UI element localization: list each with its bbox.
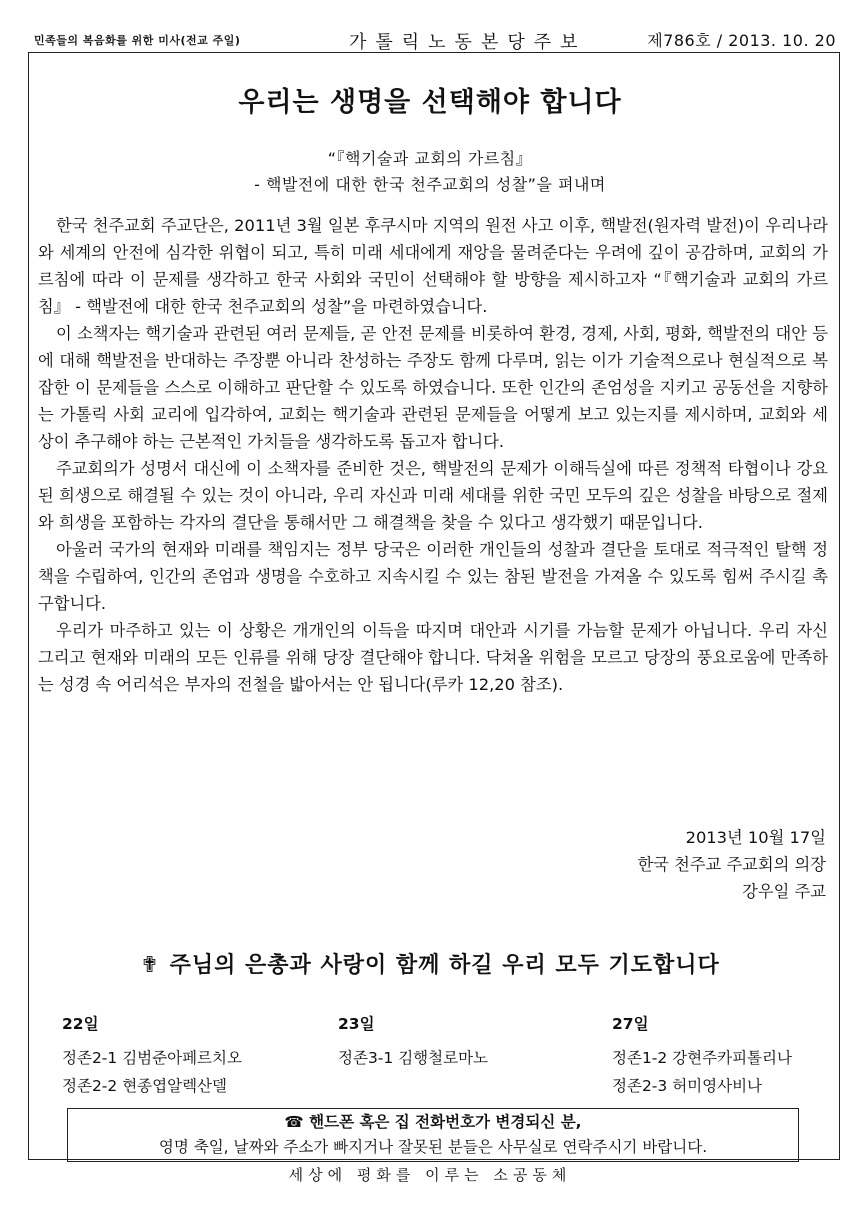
notice-line1 bbox=[68, 1110, 798, 1135]
prayer-entry: 정존2-3 허미영사비나 bbox=[612, 1077, 763, 1095]
prayer-day: 27일 bbox=[612, 1015, 649, 1033]
prayer-column bbox=[338, 1012, 488, 1072]
statement-date: 2013년 10월 17일 bbox=[685, 828, 826, 847]
prayer-entry: 정존3-1 김행철로마노 bbox=[338, 1049, 489, 1067]
prayer-entry: 정존2-1 김범준아페르치오 bbox=[62, 1049, 242, 1067]
phone-icon: ☎ bbox=[284, 1113, 304, 1131]
paragraph: 아울러 국가의 현재와 미래를 책임지는 정부 당국은 이러한 개인들의 성찰과 결단을 토대로 적극적인 탈핵 정책을 수립하여, 인간의 존엄과 생명을 수호하고 지속시킬 수 있는 참된 발전을 가져올 수 있도록 힘써 주시길 촉구합니다. bbox=[38, 540, 828, 613]
prayer-heading bbox=[0, 948, 860, 979]
bulletin-header bbox=[24, 24, 838, 52]
prayer-heading-text: 주님의 은총과 사랑이 함께 하길 우리 모두 기도합니다 bbox=[169, 953, 720, 978]
issue-number-date: 제786호 / 2013. 10. 20 bbox=[647, 31, 836, 50]
signer-title: 한국 천주교 주교회의 의장 bbox=[637, 855, 826, 874]
prayer-column bbox=[62, 1012, 242, 1100]
paragraph: 한국 천주교회 주교단은, 2011년 3월 일본 후쿠시마 지역의 원전 사고 이후, 핵발전(원자력 발전)이 우리나라와 세계의 안전에 심각한 위협이 되고, 특히 미래 세대에게 재앙을 물려준다는 우려에 깊이 공감하며, 교회의 가르침에 따라 이 문제를 생각하고 한국 사회와 국민이 선택해야 할 방향을 제시하고자 “『핵기술과 교회의 가르침』 - 핵발전에 대한 한국 천주교회의 성찰”을 마련하였습니다. bbox=[38, 216, 828, 316]
signer-name: 강우일 주교 bbox=[742, 882, 826, 901]
article-subtitle-line1: “『핵기술과 교회의 가르침』 bbox=[327, 149, 533, 168]
article-title: 우리는 생명을 선택해야 합니다 bbox=[238, 87, 622, 118]
article-subtitle-line2: - 핵발전에 대한 한국 천주교회의 성찰”을 펴내며 bbox=[254, 175, 606, 194]
article-body bbox=[38, 212, 828, 698]
cross-icon: ✟ bbox=[140, 953, 160, 978]
mass-intention: 민족들의 복음화를 위한 미사(전교 주일) bbox=[34, 34, 241, 47]
prayer-entry: 정존1-2 강현주카피톨리나 bbox=[612, 1049, 792, 1067]
bulletin-name: 가톨릭노동본당주보 bbox=[349, 32, 587, 53]
prayer-entry: 정존2-2 현종엽알렉산델 bbox=[62, 1077, 228, 1095]
footer-motto: 세상에 평화를 이루는 소공동체 bbox=[288, 1166, 572, 1184]
prayer-day: 22일 bbox=[62, 1015, 99, 1033]
paragraph: 우리가 마주하고 있는 이 상황은 개개인의 이득을 따지며 대안과 시기를 가늠할 문제가 아닙니다. 우리 자신 그리고 현재와 미래의 모든 인류를 위해 당장 결단해야 합니다. 닥쳐올 위험을 모르고 당장의 풍요로움에 만족하는 성경 속 어리석은 부자의 전철을 밟아서는 안 됩니다(루카 12,20 참조). bbox=[38, 621, 828, 694]
notice-line1-text: 핸드폰 혹은 집 전화번호가 변경되신 분, bbox=[309, 1113, 582, 1131]
paragraph: 이 소책자는 핵기술과 관련된 여러 문제들, 곧 안전 문제를 비롯하여 환경, 경제, 사회, 평화, 핵발전의 대안 등에 대해 핵발전을 반대하는 주장뿐 아니라 찬성하는 주장도 함께 다루며, 읽는 이가 기술적으로나 현실적으로 복잡한 이 문제들을 스스로 이해하고 판단할 수 있도록 하였습니다. 또한 인간의 존엄성을 지키고 공동선을 지향하는 가톨릭 사회 교리에 입각하여, 교회는 핵기술과 관련된 문제들을 어떻게 보고 있는지를 제시하며, 교회와 세상이 추구해야 하는 근본적인 가치들을 생각하도록 돕고자 합니다. bbox=[38, 324, 828, 451]
prayer-column bbox=[612, 1012, 792, 1100]
prayer-day: 23일 bbox=[338, 1015, 375, 1033]
contact-notice-box bbox=[67, 1108, 799, 1162]
notice-line2: 영명 축일, 날짜와 주소가 빠지거나 잘못된 분들은 사무실로 연락주시기 바랍니다. bbox=[158, 1138, 708, 1156]
paragraph: 주교회의가 성명서 대신에 이 소책자를 준비한 것은, 핵발전의 문제가 이해득실에 따른 정책적 타협이나 강요된 희생으로 해결될 수 있는 것이 아니라, 우리 자신과 미래 세대를 위한 국민 모두의 깊은 성찰을 바탕으로 절제와 희생을 포함하는 각자의 결단을 통해서만 그 해결책을 찾을 수 있다고 생각했기 때문입니다. bbox=[38, 459, 828, 532]
